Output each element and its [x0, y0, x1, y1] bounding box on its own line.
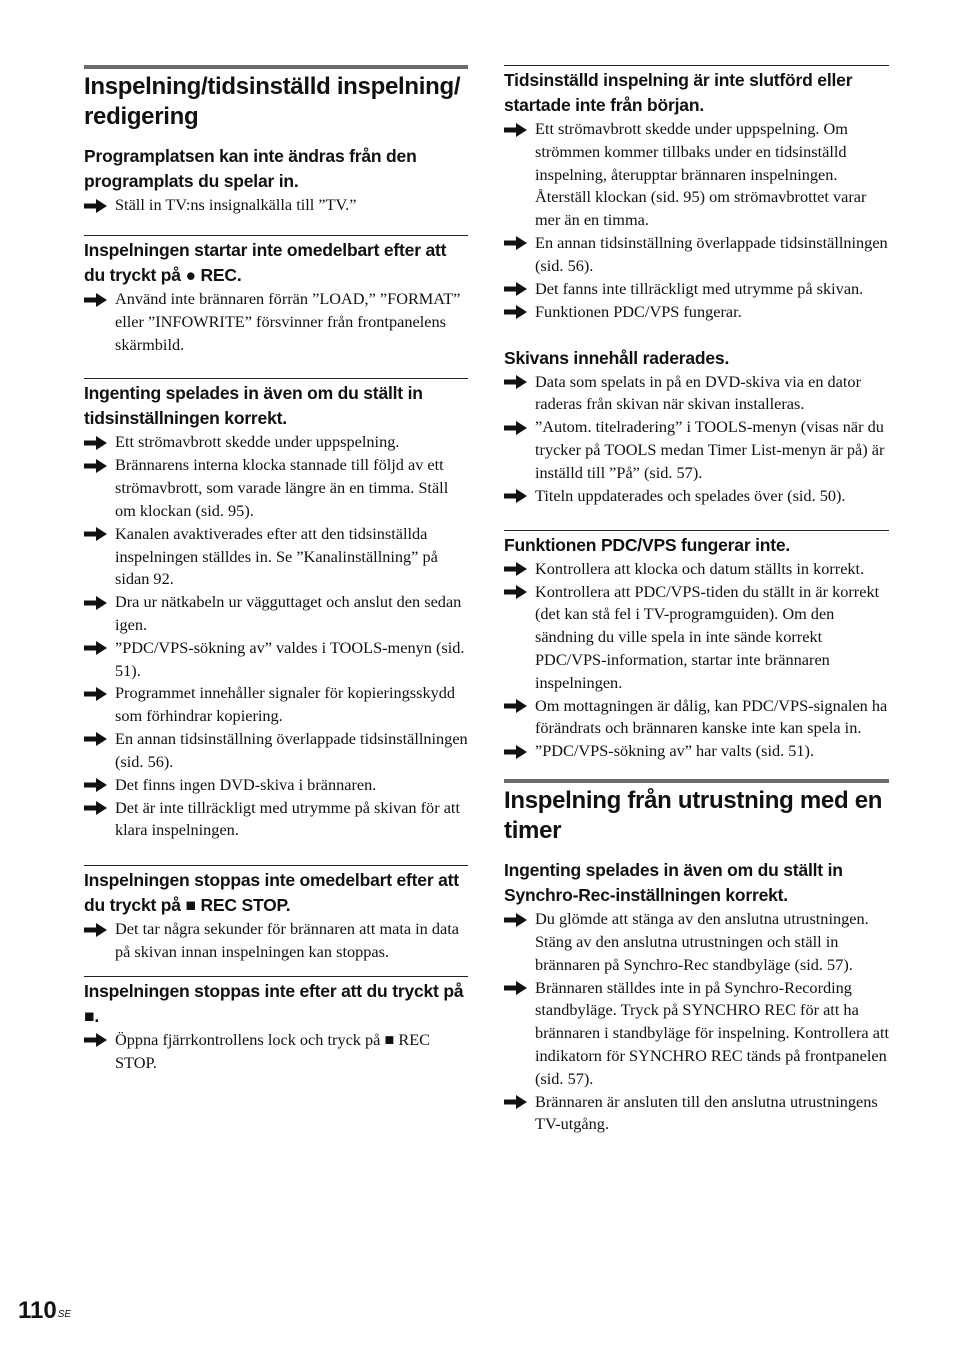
- arrow-icon: [84, 523, 115, 546]
- section-rule: [84, 65, 468, 69]
- list-item: Du glömde att stänga av den anslutna utrustningen. Stäng av den anslutna utrustningen och ställ in brännaren på Synchro-Rec standbyläge (sid. 57).: [504, 908, 889, 976]
- arrow-icon: [504, 740, 535, 763]
- arrow-icon: [504, 581, 535, 604]
- arrow-icon: [84, 194, 115, 217]
- subheading: Inspelningen stoppas inte omedelbart efter att du tryckt på ■ REC STOP.: [84, 870, 459, 916]
- list-item: En annan tidsinställning överlappade tidsinställningen (sid. 56).: [504, 232, 889, 278]
- list-item: Data som spelats in på en DVD-skiva via en dator raderas från skivan när skivan installeras.: [504, 371, 889, 417]
- arrow-icon: [84, 682, 115, 705]
- subheading: Inspelningen stoppas inte efter att du tryckt på ■.: [84, 980, 464, 1026]
- list-item: Ställ in TV:ns insignalkälla till ”TV.”: [84, 194, 468, 217]
- list-item: Ett strömavbrott skedde under uppspelning. Om strömmen kommer tillbaks under en tidsinställd inspelning, återupptar brännaren inspelningen. Återställ klockan (sid. 95) om strömavbrottet varar mer än en timma.: [504, 118, 889, 232]
- page-number-suffix: SE: [57, 1309, 72, 1320]
- list-item: Brännarens interna klocka stannade till följd av ett strömavbrott, som varade längre än en timma. Ställ om klockan (sid. 95).: [84, 454, 468, 522]
- subheading: Funktionen PDC/VPS fungerar inte.: [504, 534, 791, 555]
- arrow-icon: [504, 301, 535, 324]
- list-item: Kontrollera att klocka och datum ställts in korrekt.: [504, 558, 889, 581]
- arrow-icon: [84, 728, 115, 751]
- arrow-icon: [84, 797, 115, 820]
- arrow-icon: [504, 695, 535, 718]
- subheading: Inspelningen startar inte omedelbart efter att du tryckt på ● REC.: [84, 240, 447, 285]
- right-column: [504, 0, 889, 1136]
- list-item: Det är inte tillräckligt med utrymme på skivan för att klara inspelningen.: [84, 797, 468, 843]
- list-item: Ett strömavbrott skedde under uppspelning.: [84, 431, 468, 454]
- subheading: Programplatsen kan inte ändras från den programplats du spelar in.: [84, 146, 417, 191]
- list-item: Om mottagningen är dålig, kan PDC/VPS-signalen ha förändrats och brännaren kanske inte kan spela in.: [504, 695, 889, 741]
- arrow-icon: [504, 485, 535, 508]
- arrow-icon: [504, 908, 535, 931]
- list-item: Det finns ingen DVD-skiva i brännaren.: [84, 774, 468, 797]
- list-item: Det fanns inte tillräckligt med utrymme på skivan.: [504, 278, 889, 301]
- arrow-icon: [84, 591, 115, 614]
- arrow-icon: [84, 288, 115, 311]
- arrow-icon: [504, 1091, 535, 1114]
- list-item: Kontrollera att PDC/VPS-tiden du ställt in är korrekt (det kan stå fel i TV-programguiden). Om den sändning du ville spela in inte sände korrekt PDC/VPS-information, startar inte brännaren inspelningen.: [504, 581, 889, 695]
- list-item: Det tar några sekunder för brännaren att mata in data på skivan innan inspelningen kan stoppas.: [84, 918, 468, 964]
- arrow-icon: [84, 454, 115, 477]
- list-item: Öppna fjärrkontrollens lock och tryck på ■ REC STOP.: [84, 1029, 468, 1075]
- list-item: ”PDC/VPS-sökning av” valdes i TOOLS-menyn (sid. 51).: [84, 637, 468, 683]
- subheading: Ingenting spelades in även om du ställt in Synchro-Rec-inställningen korrekt.: [504, 860, 843, 906]
- arrow-icon: [84, 431, 115, 454]
- section-rule: [504, 779, 889, 783]
- list-item: ”PDC/VPS-sökning av” har valts (sid. 51).: [504, 740, 889, 763]
- list-item: Brännaren är ansluten till den anslutna utrustningens TV-utgång.: [504, 1091, 889, 1137]
- subheading: Tidsinställd inspelning är inte slutförd eller startade inte från början.: [504, 70, 853, 115]
- main-heading-recording: Inspelning/tidsinställd inspelning/ redigering: [84, 73, 461, 130]
- subheading: Skivans innehåll raderades.: [504, 347, 730, 368]
- list-item: Kanalen avaktiverades efter att den tidsinställda inspelningen ställdes in. Se ”Kanalinställning” på sidan 92.: [84, 523, 468, 591]
- arrow-icon: [504, 232, 535, 255]
- arrow-icon: [84, 774, 115, 797]
- list-item: ”Autom. titelradering” i TOOLS-menyn (visas när du trycker på TOOLS medan Timer List-menyn är på) är inställd till ”På” (sid. 57).: [504, 416, 889, 484]
- list-item: Funktionen PDC/VPS fungerar.: [504, 301, 889, 324]
- list-item: Titeln uppdaterades och spelades över (sid. 50).: [504, 485, 889, 508]
- list-item: Brännaren ställdes inte in på Synchro-Recording standbyläge. Tryck på SYNCHRO REC för att ha brännaren i standbyläge för inspelning. Kontrollera att indikatorn för SYNCHRO REC tänds på frontpanelen (sid. 57).: [504, 977, 889, 1091]
- list-item: Använd inte brännaren förrän ”LOAD,” ”FORMAT” eller ”INFOWRITE” försvinner från frontpanelens skärmbild.: [84, 288, 468, 356]
- arrow-icon: [504, 278, 535, 301]
- subheading: Ingenting spelades in även om du ställt in tidsinställningen korrekt.: [84, 383, 423, 429]
- left-column: [84, 0, 468, 1074]
- arrow-icon: [504, 371, 535, 394]
- arrow-icon: [84, 637, 115, 660]
- arrow-icon: [504, 118, 535, 141]
- arrow-icon: [504, 416, 535, 439]
- arrow-icon: [504, 558, 535, 581]
- main-heading-timer-equipment: Inspelning från utrustning med en timer: [504, 787, 883, 845]
- page-number: $110^{SE}$: [18, 1297, 72, 1324]
- list-item: Dra ur nätkabeln ur vägguttaget och anslut den sedan igen.: [84, 591, 468, 637]
- list-item: Programmet innehåller signaler för kopieringsskydd som förhindrar kopiering.: [84, 682, 468, 728]
- list-item: En annan tidsinställning överlappade tidsinställningen (sid. 56).: [84, 728, 468, 774]
- arrow-icon: [84, 1029, 115, 1052]
- arrow-icon: [504, 977, 535, 1000]
- arrow-icon: [84, 918, 115, 941]
